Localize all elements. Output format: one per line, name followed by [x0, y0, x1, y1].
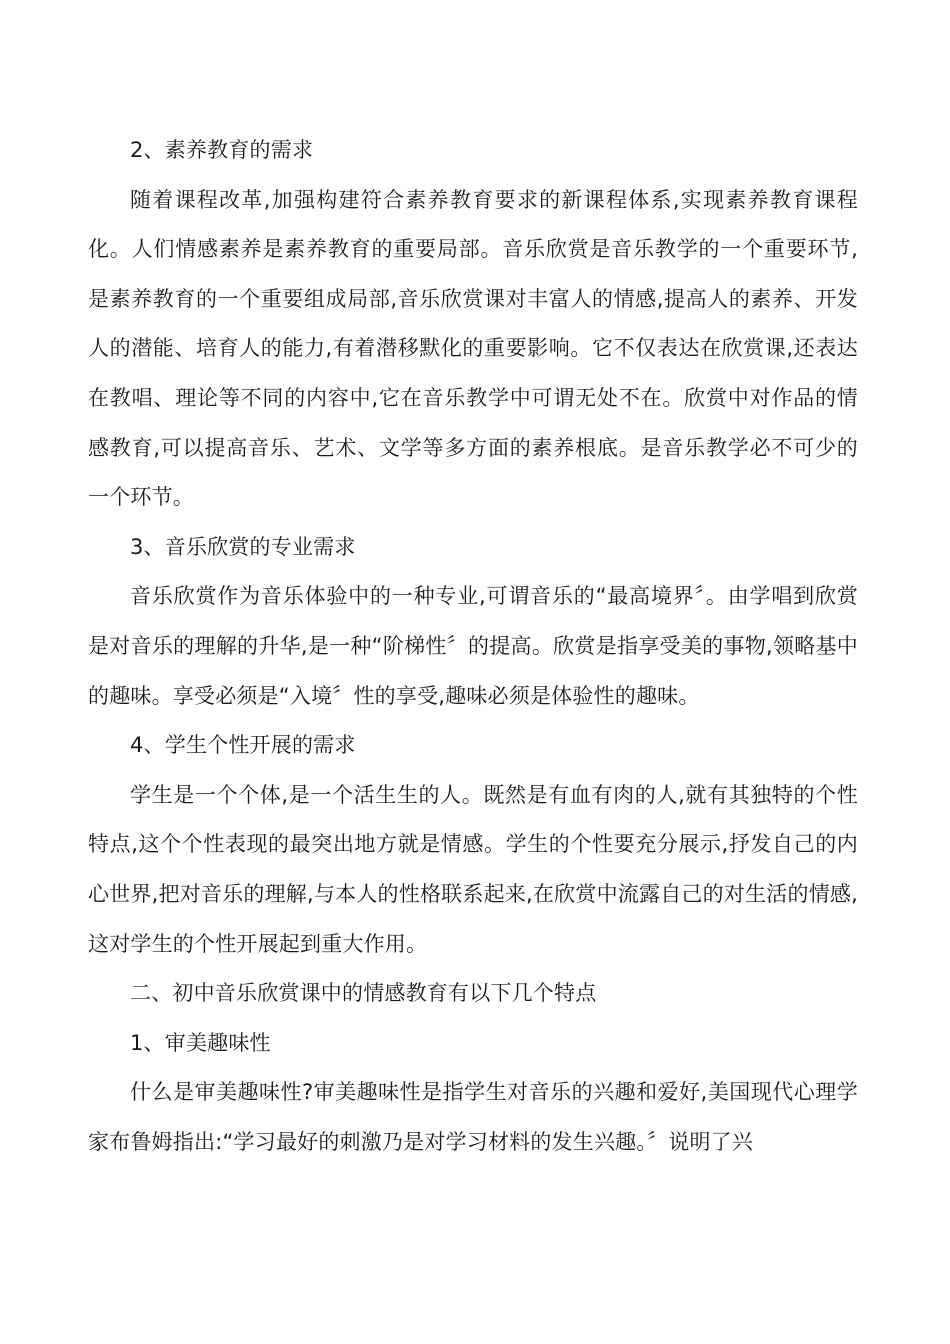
heading-1-aesthetic-interest: 1、审美趣味性 — [130, 1030, 271, 1055]
document-body — [88, 126, 858, 1167]
heading-4-student-personality-needs: 4、学生个性开展的需求 — [130, 733, 356, 758]
paragraph-quality-education: 随着课程改革,加强构建符合素养教育要求的新课程体系,实现素养教育课程化。人们情感素养是素养教育的重要局部。音乐欣赏是音乐教学的一个重要环节,是素养教育的一个重要组成局部,音乐欣赏课对丰富人的情感,提高人的素养、开发人的潜能、培育人的能力,有着潜移默化的重要影响。它不仅表达在欣赏课,还表达在教唱、理论等不同的内容中,它在音乐教学中可谓无处不在。欣赏中对作品的情感教育,可以提高音乐、艺术、文学等多方面的素养根底。是音乐教学必不可少的一个环节。 — [88, 187, 858, 510]
heading-3-music-appreciation-professional-needs: 3、音乐欣赏的专业需求 — [130, 534, 356, 559]
heading-2-quality-education-needs: 2、素养教育的需求 — [130, 138, 314, 162]
paragraph-music-appreciation: 音乐欣赏作为音乐体验中的一种专业,可谓音乐的“最高境界〞。由学唱到欣赏是对音乐的理解的升华,是一种“阶梯性〞的提高。欣赏是指享受美的事物,领略基中的趣味。享受必须是“入境〞性的享受,趣味必须是体验性的趣味。 — [88, 584, 858, 708]
section-heading-emotional-education-features: 二、初中音乐欣赏课中的情感教育有以下几个特点 — [130, 981, 597, 1006]
paragraph-aesthetic-interest: 什么是审美趣味性?审美趣味性是指学生对音乐的兴趣和爱好,美国现代心理学家布鲁姆指出:“学习最好的刺激乃是对学习材料的发生兴趣。〞说明了兴 — [88, 1080, 858, 1154]
paragraph-student-personality: 学生是一个个体,是一个活生生的人。既然是有血有肉的人,就有其独特的个性特点,这个个性表现的最突出地方就是情感。学生的个性要充分展示,抒发自己的内心世界,把对音乐的理解,与本人的性格联系起来,在欣赏中流露自己的对生活的情感,这对学生的个性开展起到重大作用。 — [88, 782, 858, 956]
